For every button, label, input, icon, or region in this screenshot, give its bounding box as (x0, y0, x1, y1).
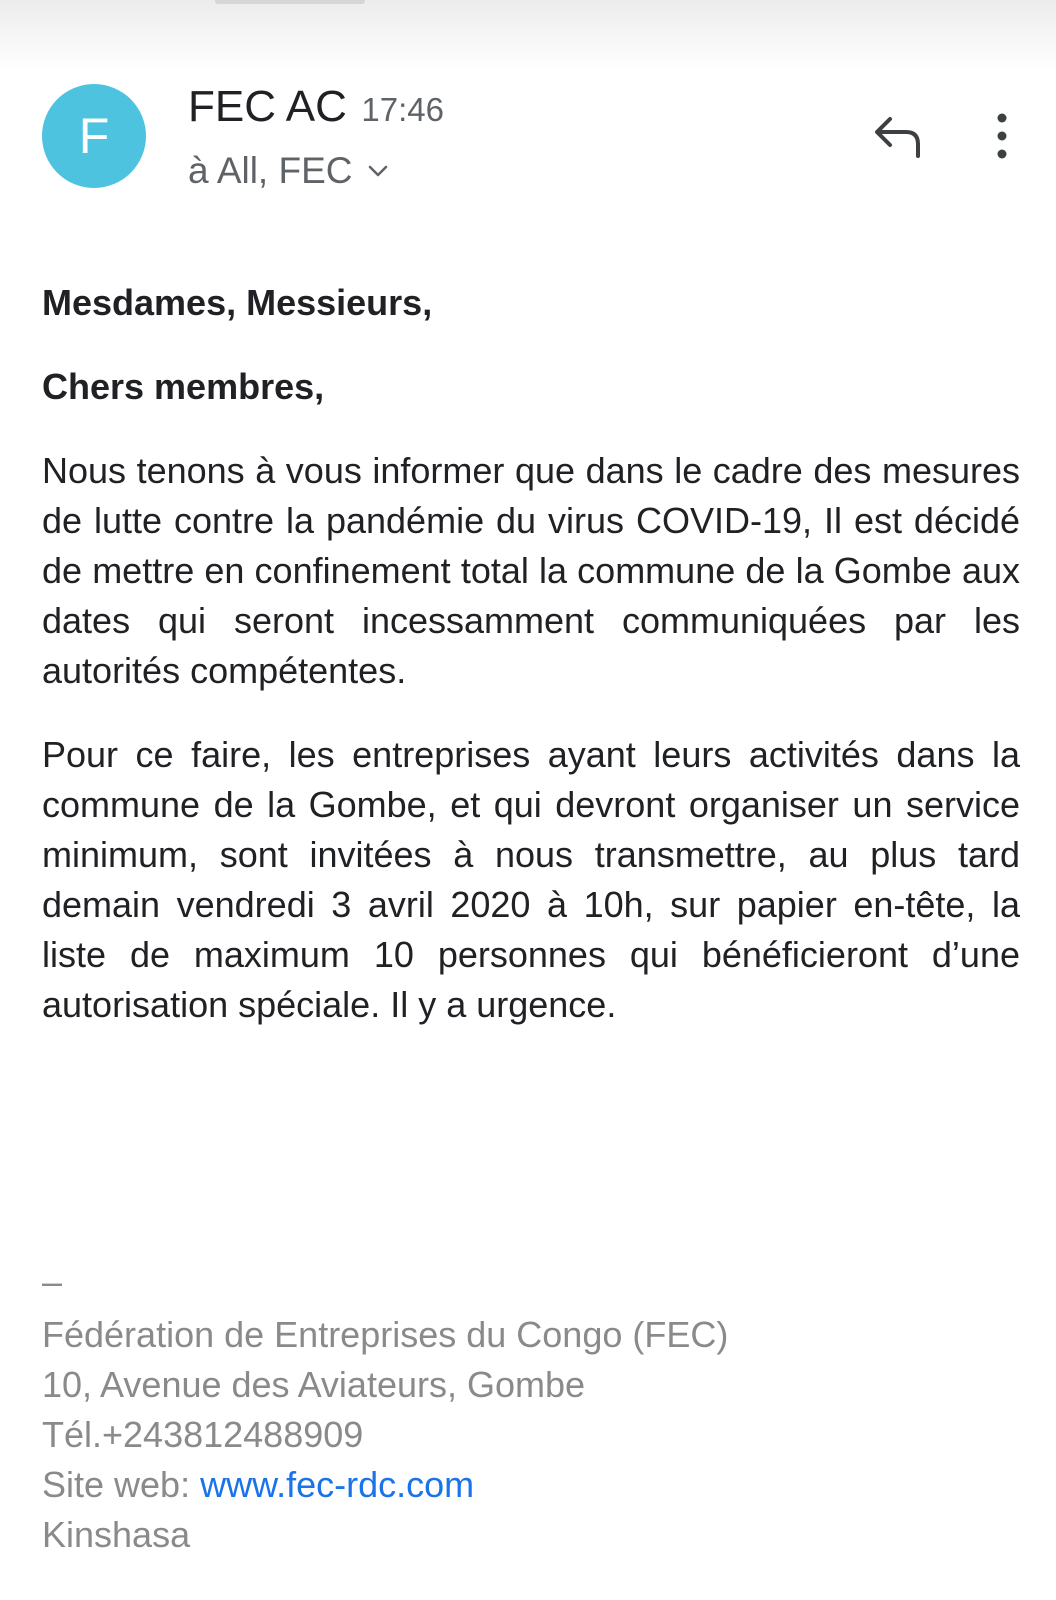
signature-phone[interactable]: Tél.+243812488909 (42, 1414, 364, 1455)
signature-city: Kinshasa (42, 1514, 191, 1555)
website-link[interactable]: www.fec-rdc.com (200, 1464, 475, 1505)
reply-button[interactable] (868, 108, 928, 164)
recipients-text: à All, FEC (188, 150, 353, 191)
sender-avatar[interactable] (42, 84, 146, 188)
previous-item-edge (215, 0, 365, 4)
body-paragraph-1: Nous tenons à vous informer que dans le cadre des mesures de lutte contre la pandémie du virus COVID-19, Il est décidé de mettre en confinement total la commune de la Gombe aux dates qui seront incessamment communiquées par les autorités compétentes. (42, 450, 1020, 691)
signature-website (42, 1460, 1020, 1510)
signature-organization: Fédération de Entreprises du Congo (FEC) (42, 1314, 729, 1355)
signature-address: 10, Avenue des Aviateurs, Gombe (42, 1364, 586, 1405)
email-signature (42, 1262, 1020, 1560)
top-fade (0, 0, 1056, 70)
sent-time: 17:46 (361, 91, 444, 128)
more-options-button[interactable] (980, 108, 1024, 164)
reply-icon (868, 108, 928, 164)
avatar-letter: F (78, 108, 110, 164)
signature-separator: – (42, 1261, 63, 1302)
recipients-toggle[interactable] (188, 150, 389, 192)
body-paragraph-2: Pour ce faire, les entreprises ayant leurs activités dans la commune de la Gombe, et qui devront organiser un service minimum, sont invitées à nous transmettre, au plus tard demain vendredi 3 avril 2020 à 10h, sur papier en-tête, la liste de maximum 10 personnes qui bénéficieront d’une autorisation spéciale. Il y a urgence. (42, 734, 1020, 1025)
more-vert-icon (980, 108, 1024, 164)
sender-line (188, 82, 444, 132)
greeting-line-1: Mesdames, Messieurs, (42, 282, 433, 323)
sender-name[interactable]: FEC AC (188, 82, 347, 131)
email-body (42, 278, 1020, 1064)
greeting-line-2: Chers membres, (42, 366, 325, 407)
chevron-down-icon (367, 164, 389, 178)
website-label: Site web: (42, 1464, 201, 1505)
